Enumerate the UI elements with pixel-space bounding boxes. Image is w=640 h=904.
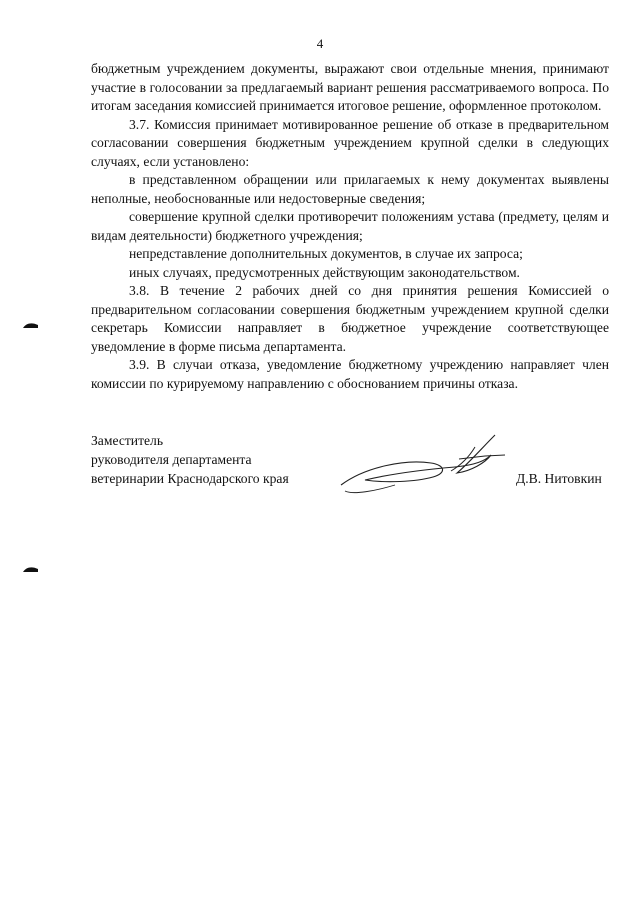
list-item-other-cases: иных случаях, предусмотренных действующим законодательством.	[129, 264, 520, 280]
document-body	[91, 60, 609, 393]
paragraph-3-8: 3.8. В течение 2 рабочих дней со дня принятия решения Комиссией о предварительном согласовании совершения бюджетным учреждением крупной сделки секретарь Комиссии направляет в бюджетное учреждение соответствующее уведомление в форме письма департамента.	[91, 283, 609, 354]
margin-punch-mark	[22, 322, 40, 330]
signatory-title-line: Заместитель	[91, 433, 164, 448]
signatory-title-line: ветеринарии Краснодарского края	[91, 471, 289, 486]
list-item-missing-documents: непредставление дополнительных документов, в случае их запроса;	[129, 246, 523, 261]
paragraph-3-9: 3.9. В случаи отказа, уведомление бюджетному учреждению направляет член комиссии по курируемому направлению с обоснованием причины отказа.	[91, 357, 609, 391]
signature-block	[91, 431, 621, 511]
list-item-incomplete-info: в представленном обращении или прилагаемых к нему документах выявлены неполные, необоснованные или недостоверные сведения;	[91, 172, 609, 206]
signatory-title-line: руководителя департамента	[91, 452, 252, 467]
handwritten-signature	[335, 425, 515, 505]
signatory-title	[91, 431, 289, 488]
paragraph-3-7: 3.7. Комиссия принимает мотивированное решение об отказе в предварительном согласовании совершения бюджетным учреждением крупной сделки в следующих случаях, если установлено:	[91, 116, 609, 169]
margin-punch-mark	[22, 566, 40, 574]
paragraph-continuation: бюджетным учреждением документы, выражают свои отдельные мнения, принимают участие в голосовании за предлагаемый вариант решения рассматриваемого вопроса. По итогам заседания комиссией принимается итоговое решение, оформленное протоколом.	[91, 61, 609, 113]
list-item-charter-conflict: совершение крупной сделки противоречит положениям устава (предмету, целям и видам деятельности) бюджетного учреждения;	[91, 209, 609, 243]
page-number: 4	[316, 36, 324, 51]
signatory-name: Д.В. Нитовкин	[516, 471, 602, 486]
